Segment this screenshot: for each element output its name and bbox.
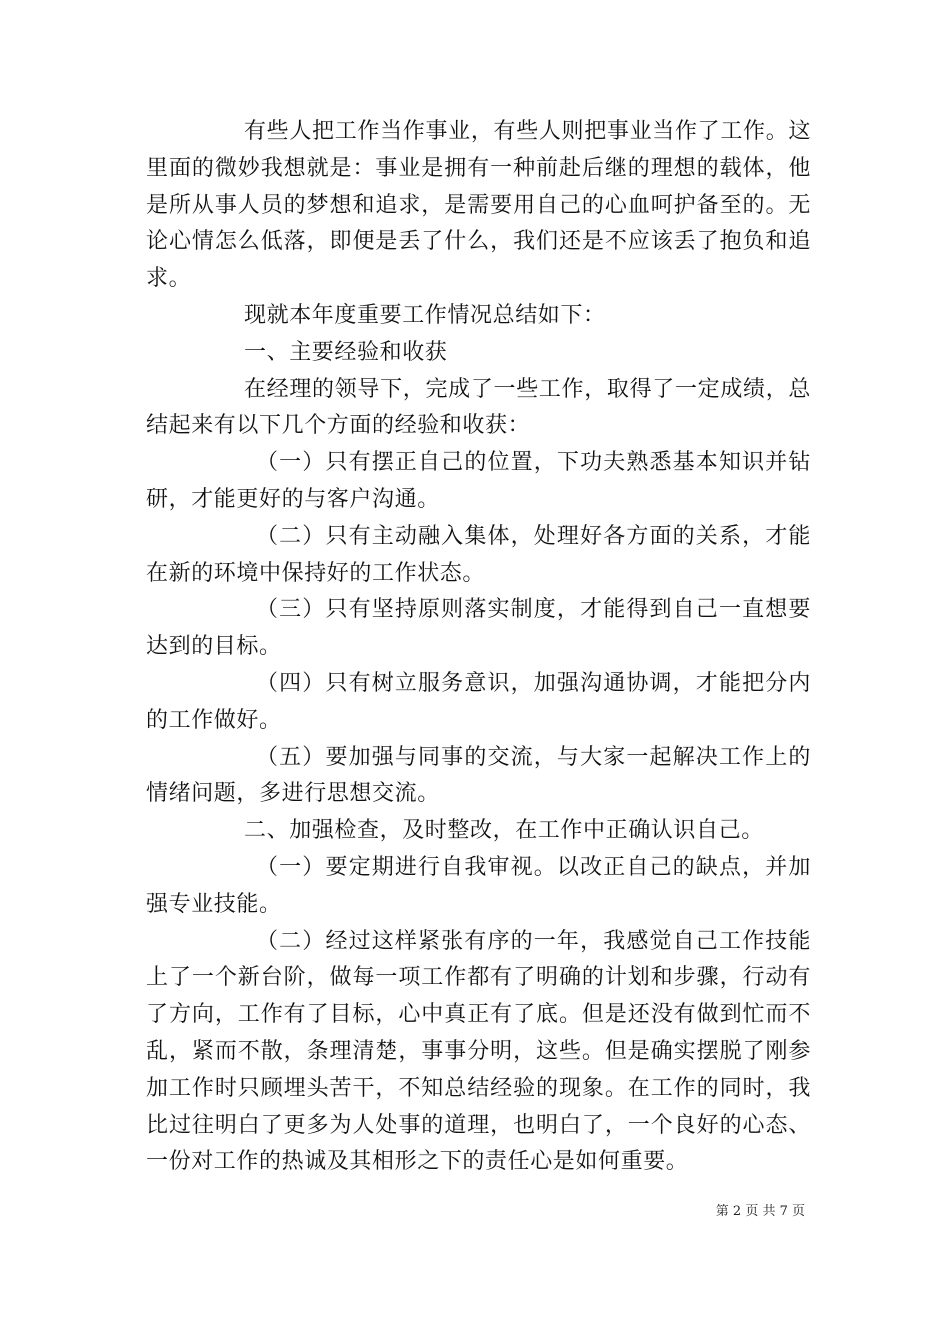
paragraph-summary-lead: 现就本年度重要工作情况总结如下： <box>244 302 606 328</box>
list-item-1-2: （二）只有主动融入集体，处理好各方面的关系，才能在新的环境中保持好的工作状态。 <box>146 523 811 586</box>
section-heading-2: 二、加强检查，及时整改，在工作中正确认识自己。 <box>244 818 764 844</box>
document-body <box>146 114 811 1181</box>
list-item-1-3: （三）只有坚持原则落实制度，才能得到自己一直想要达到的目标。 <box>146 597 811 660</box>
page-number-footer: 第 2 页 共 7 页 <box>715 1204 805 1219</box>
list-item-2-2: （二）经过这样紧张有序的一年，我感觉自己工作技能上了一个新台阶，做每一项工作都有了明确的计划和步骤，行动有了方向，工作有了目标，心中真正有了底。但是还没有做到忙而不乱，紧而不散，条理清楚，事事分明，这些。但是确实摆脱了刚参加工作时只顾埋头苦干，不知总结经验的现象。在工作的同时，我比过往明白了更多为人处事的道理，也明白了，一个良好的心态、一份对工作的热诚及其相形之下的责任心是如何重要。 <box>146 928 811 1175</box>
list-item-1-1: （一）只有摆正自己的位置，下功夫熟悉基本知识并钻研，才能更好的与客户沟通。 <box>146 450 811 512</box>
list-item-1-5: （五）要加强与同事的交流，与大家一起解决工作上的情绪问题，多进行思想交流。 <box>146 744 811 807</box>
list-item-2-1: （一）要定期进行自我审视。以改正自己的缺点，并加强专业技能。 <box>146 854 811 917</box>
section-heading-1: 一、主要经验和收获 <box>244 339 448 365</box>
list-item-1-4: （四）只有树立服务意识，加强沟通协调，才能把分内的工作做好。 <box>146 670 811 733</box>
paragraph-intro: 有些人把工作当作事业，有些人则把事业当作了工作。这里面的微妙我想就是：事业是拥有一种前赴后继的理想的载体，他是所从事人员的梦想和追求，是需要用自己的心血呵护备至的。无论心情怎么低落，即便是丢了什么，我们还是不应该丢了抱负和追求。 <box>146 119 811 292</box>
paragraph-experience-intro: 在经理的领导下，完成了一些工作，取得了一定成绩，总结起来有以下几个方面的经验和收获： <box>146 376 811 439</box>
